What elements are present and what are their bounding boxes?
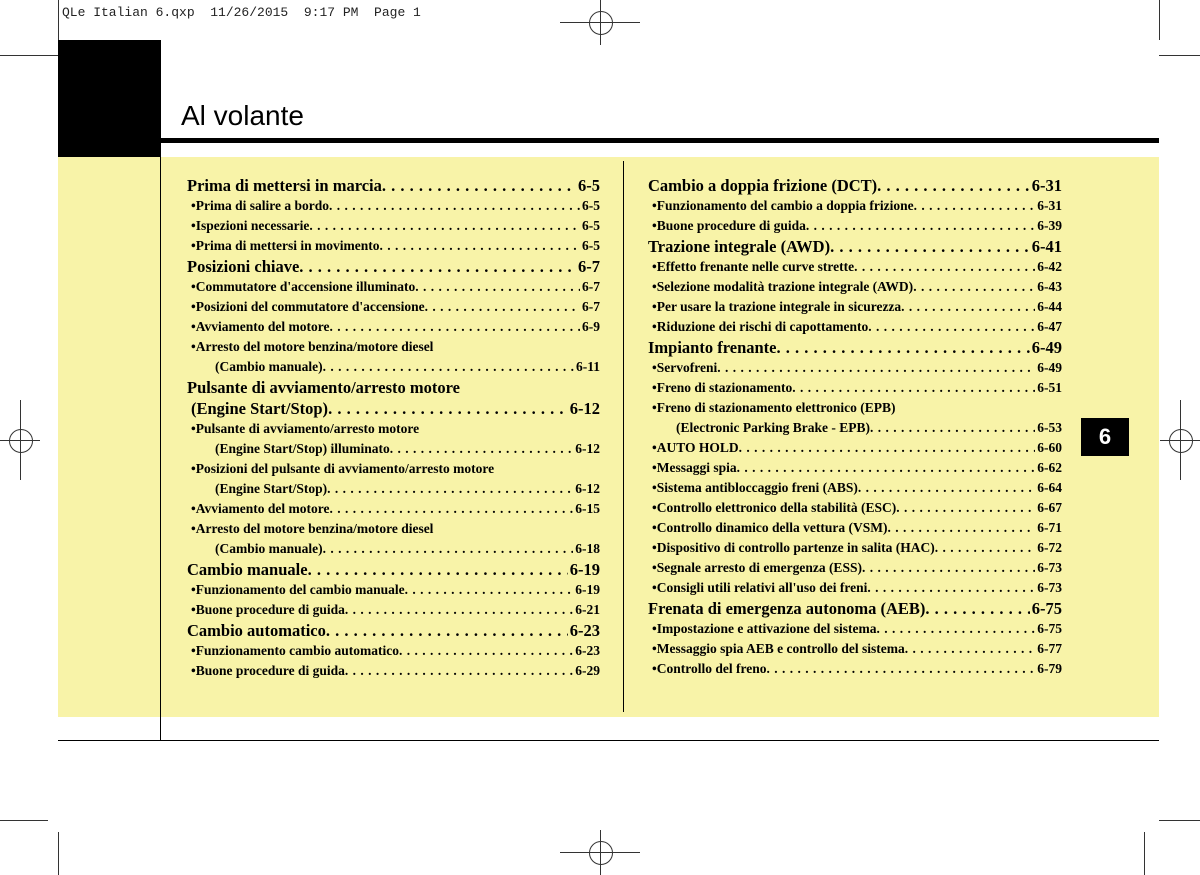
crop-mark — [58, 832, 59, 875]
toc-subentry-line1: • Pulsante di avviamento/arresto motore — [187, 419, 600, 439]
chapter-block — [58, 40, 161, 157]
toc-subentry: • Commutatore d'accensione illuminato . . . 6-7 — [187, 277, 600, 297]
toc-subentry: (Cambio manuale) . . . 6-11 — [187, 357, 600, 377]
toc-subentry: • Riduzione dei rischi di capottamento . . . 6-47 — [648, 317, 1062, 337]
crop-mark — [0, 820, 48, 821]
toc-subentry: • Posizioni del commutatore d'accensione . . . 6-7 — [187, 297, 600, 317]
toc-entry-line1: Pulsante di avviamento/arresto motore — [187, 378, 460, 397]
toc-left-column — [187, 175, 600, 681]
toc-subentry: • Funzionamento del cambio a doppia frizione . . . 6-31 — [648, 196, 1062, 216]
toc-subentry: • Per usare la trazione integrale in sicurezza . . . 6-44 — [648, 297, 1062, 317]
toc-subentry: • Prima di salire a bordo . . . 6-5 — [187, 196, 600, 216]
crop-mark — [58, 0, 59, 40]
toc-subentry: • Effetto frenante nelle curve strette . . . 6-42 — [648, 257, 1062, 277]
toc-subentry: (Engine Start/Stop) illuminato . . . 6-12 — [187, 439, 600, 459]
toc-entry: Frenata di emergenza autonoma (AEB) . . . 6-75 — [648, 598, 1062, 619]
toc-subentry-line1: • Arresto del motore benzina/motore diesel — [187, 337, 600, 357]
toc-subentry: • Messaggi spia . . . 6-62 — [648, 458, 1062, 478]
crop-mark — [1159, 820, 1200, 821]
page-title: Al volante — [181, 100, 304, 131]
column-divider — [623, 161, 624, 712]
toc-subentry: • Buone procedure di guida . . . 6-39 — [648, 216, 1062, 236]
toc-entry: Cambio manuale . . . 6-19 — [187, 559, 600, 580]
toc-subentry-line1: • Arresto del motore benzina/motore diesel — [187, 519, 600, 539]
toc-subentry: • Prima di mettersi in movimento . . . 6-5 — [187, 236, 600, 256]
toc-subentry: • Funzionamento del cambio manuale . . . 6-19 — [187, 580, 600, 600]
toc-entry: Cambio automatico . . . 6-23 — [187, 620, 600, 641]
registration-mark-bottom — [560, 830, 640, 875]
toc-subentry: • Avviamento del motore . . . 6-15 — [187, 499, 600, 519]
toc-subentry: • Buone procedure di guida . . . 6-29 — [187, 661, 600, 681]
title-rule — [161, 138, 1159, 143]
registration-mark-top — [560, 0, 640, 45]
toc-subentry: • Controllo dinamico della vettura (VSM) . . . 6-71 — [648, 518, 1062, 538]
toc-entry: Impianto frenante . . . 6-49 — [648, 337, 1062, 358]
toc-subentry: • Servofreni . . . 6-49 — [648, 358, 1062, 378]
toc-entry: Trazione integrale (AWD) . . . 6-41 — [648, 236, 1062, 257]
toc-subentry: • Messaggio spia AEB e controllo del sistema . . . 6-77 — [648, 639, 1062, 659]
toc-subentry: • Segnale arresto di emergenza (ESS) . . . 6-73 — [648, 558, 1062, 578]
toc-entry: (Engine Start/Stop) . . . 6-12 — [187, 398, 600, 419]
registration-mark-left — [0, 400, 40, 480]
crop-mark — [1159, 55, 1200, 56]
toc-subentry: (Cambio manuale) . . . 6-18 — [187, 539, 600, 559]
toc-subentry: • Selezione modalità trazione integrale (AWD) . . . 6-43 — [648, 277, 1062, 297]
toc-subentry: • Avviamento del motore . . . 6-9 — [187, 317, 600, 337]
toc-subentry-line1: • Posizioni del pulsante di avviamento/arresto motore — [187, 459, 600, 479]
toc-subentry: • Freno di stazionamento . . . 6-51 — [648, 378, 1062, 398]
toc-entry: Posizioni chiave . . . 6-7 — [187, 256, 600, 277]
toc-subentry: (Engine Start/Stop) . . . 6-12 — [187, 479, 600, 499]
toc-entry: Prima di mettersi in marcia . . . 6-5 — [187, 175, 600, 196]
toc-subentry: • Buone procedure di guida . . . 6-21 — [187, 600, 600, 620]
crop-mark — [0, 55, 58, 56]
toc-right-column — [648, 175, 1062, 679]
toc-subentry: • Controllo elettronico della stabilità (ESC) . . . 6-67 — [648, 498, 1062, 518]
margin-rule — [160, 157, 161, 741]
crop-mark — [1159, 0, 1160, 40]
section-tab: 6 — [1081, 418, 1129, 456]
registration-mark-right — [1160, 400, 1200, 480]
toc-subentry: • Sistema antibloccaggio freni (ABS) . . . 6-64 — [648, 478, 1062, 498]
toc-subentry: • AUTO HOLD . . . 6-60 — [648, 438, 1062, 458]
toc-subentry: • Consigli utili relativi all'uso dei freni . . . 6-73 — [648, 578, 1062, 598]
toc-subentry: • Funzionamento cambio automatico . . . 6-23 — [187, 641, 600, 661]
toc-subentry: • Impostazione e attivazione del sistema . . . 6-75 — [648, 619, 1062, 639]
toc-subentry: • Controllo del freno . . . 6-79 — [648, 659, 1062, 679]
crop-mark — [1144, 832, 1145, 875]
print-slug: QLe Italian 6.qxp 11/26/2015 9:17 PM Page 1 — [62, 5, 421, 20]
bottom-rule — [58, 740, 1159, 741]
toc-subentry: • Dispositivo di controllo partenze in salita (HAC) . . . 6-72 — [648, 538, 1062, 558]
toc-entry: Cambio a doppia frizione (DCT) . . . 6-31 — [648, 175, 1062, 196]
toc-subentry: (Electronic Parking Brake - EPB) . . . 6-53 — [648, 418, 1062, 438]
toc-subentry-line1: • Freno di stazionamento elettronico (EPB) — [648, 398, 1062, 418]
toc-subentry: • Ispezioni necessarie . . . 6-5 — [187, 216, 600, 236]
